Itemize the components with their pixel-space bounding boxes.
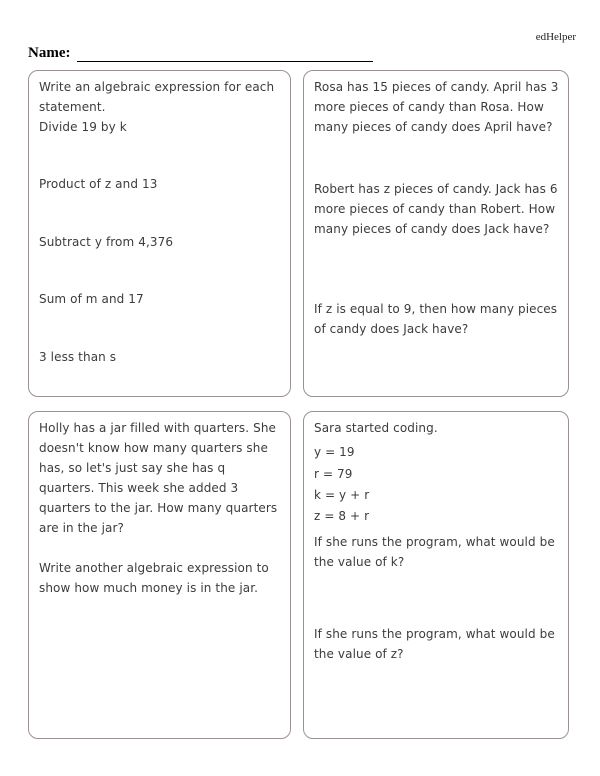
problem-box-expressions [28,70,291,397]
code-line-k: k = y + r [314,488,370,502]
name-row [28,44,373,62]
instruction-text: Write an algebraic expression for each statement. [39,80,275,114]
problem-text-sum: Sum of m and 17 [39,292,144,306]
problem-text-subtract: Subtract y from 4,376 [39,235,174,249]
problem-text-less: 3 less than s [39,350,117,364]
problem-box-candy [303,70,569,397]
code-line-y: y = 19 [314,445,355,459]
problem-text-if-z: If z is equal to 9, then how many pieces of candy does Jack have? [314,302,558,336]
problem-text-robert: Robert has z pieces of candy. Jack has 6 more pieces of candy than Robert. How many pieces of candy does Jack have? [314,182,558,236]
problem-text-divide: Divide 19 by k [39,120,127,134]
problem-box-quarters [28,411,291,739]
question-text-value-z: If she runs the program, what would be the value of z? [314,627,555,661]
name-blank-line [77,45,373,62]
coding-intro-text: Sara started coding. [314,421,438,435]
code-line-r: r = 79 [314,467,353,481]
question-text-value-k: If she runs the program, what would be the value of k? [314,535,555,569]
problem-text-holly: Holly has a jar filled with quarters. She doesn't know how many quarters she has, so let's just say she has q quarters. This week she added 3 quarters to the jar. How many quarters are in the jar? [39,421,278,535]
edhelper-logo: edHelper [535,31,576,43]
problem-text-rosa: Rosa has 15 pieces of candy. April has 3 more pieces of candy than Rosa. How many pieces of candy does April have? [314,80,559,134]
code-line-z: z = 8 + r [314,509,370,523]
problem-text-product: Product of z and 13 [39,177,158,191]
problem-text-write-expr: Write another algebraic expression to show how much money is in the jar. [39,561,269,595]
problem-box-coding [303,411,569,739]
name-label: Name: [28,45,71,61]
